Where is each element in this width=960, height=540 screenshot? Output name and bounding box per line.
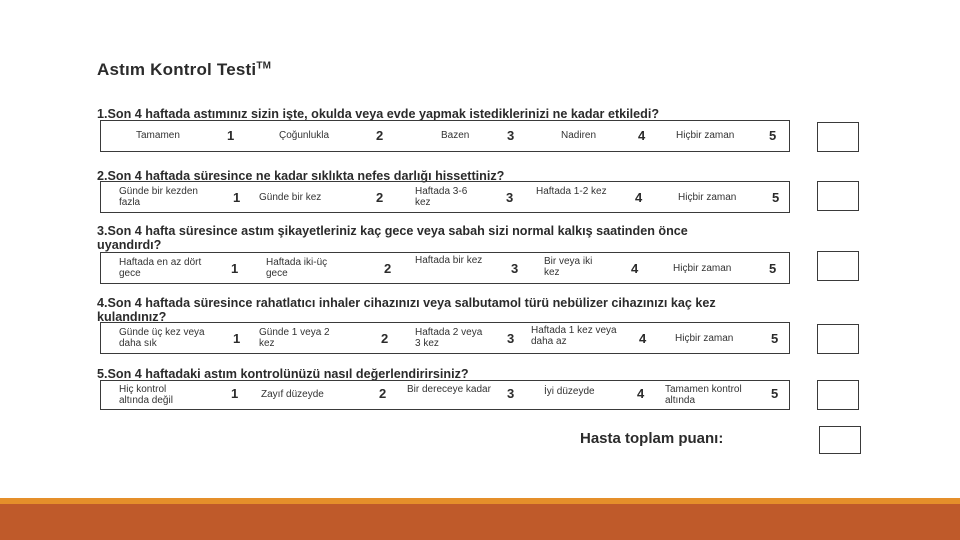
question-1-text: 1.Son 4 haftada astımınız sizin işte, okulda veya evde yapmak istediklerinizi ne kadar etkiledi? [97,107,660,121]
question-2-score-box[interactable] [817,181,859,211]
question-1-options [100,120,790,152]
footer-bar [0,504,960,540]
option-number[interactable]: 2 [381,331,389,346]
question-3-score-box[interactable] [817,251,859,281]
option-number[interactable]: 4 [637,386,645,401]
option-label: Haftada en az dört gece [119,257,202,279]
option-number[interactable]: 4 [639,331,647,346]
option-number[interactable]: 4 [631,261,639,276]
option-number[interactable]: 1 [227,128,235,143]
option-number[interactable]: 1 [233,190,241,205]
option-number[interactable]: 5 [771,331,779,346]
option-number[interactable]: 2 [379,386,387,401]
option-label: Hiç kontrol altında değil [119,384,173,406]
option-label: Günde üç kez veya daha sık [119,327,205,349]
option-label: Günde 1 veya 2 kez [259,327,330,349]
total-score-box[interactable] [819,426,861,454]
option-label: Haftada iki-üç gece [266,257,328,279]
option-number[interactable]: 2 [376,128,384,143]
option-label: Haftada bir kez [415,255,483,266]
option-number[interactable]: 5 [772,190,780,205]
form-title-text: Astım Kontrol Testi [97,60,257,79]
option-label: Hiçbir zaman [676,130,735,141]
option-label: Nadiren [561,130,597,141]
option-number[interactable]: 2 [384,261,392,276]
option-label: İyi düzeyde [544,386,595,397]
option-number[interactable]: 3 [507,331,515,346]
option-number[interactable]: 4 [638,128,646,143]
option-number[interactable]: 1 [231,386,239,401]
form-title [97,60,271,80]
option-number[interactable]: 4 [635,190,643,205]
option-number[interactable]: 3 [511,261,519,276]
option-label: Hiçbir zaman [678,192,737,203]
option-number[interactable]: 3 [507,128,515,143]
trademark-mark: TM [256,60,272,72]
option-label: Haftada 1-2 kez [536,186,607,197]
option-number[interactable]: 1 [233,331,241,346]
option-number[interactable]: 5 [769,261,777,276]
question-2-text: 2.Son 4 haftada süresince ne kadar sıklıkta nefes darlığı hissettiniz? [97,169,505,183]
option-label: Günde bir kez [259,192,322,203]
option-label: Çoğunlukla [279,130,330,141]
option-number[interactable]: 5 [769,128,777,143]
question-5-score-box[interactable] [817,380,859,410]
option-number[interactable]: 1 [231,261,239,276]
option-label: Bazen [441,130,470,141]
option-label: Bir veya iki kez [544,256,593,278]
option-number[interactable]: 3 [507,386,515,401]
option-number[interactable]: 5 [771,386,779,401]
question-3-text: 3.Son 4 hafta süresince astım şikayetleriniz kaç gece veya sabah sizi normal kalkış saatinden önce uyandırdı? [97,224,688,252]
option-label: Haftada 1 kez veya daha az [531,325,617,347]
option-label: Hiçbir zaman [675,333,734,344]
option-label: Zayıf düzeyde [261,389,324,400]
question-4-score-box[interactable] [817,324,859,354]
option-label: Günde bir kezden fazla [119,186,198,208]
option-label: Tamamen [136,130,180,141]
option-label: Haftada 2 veya 3 kez [415,327,483,349]
option-label: Hiçbir zaman [673,263,732,274]
option-number[interactable]: 2 [376,190,384,205]
question-3-options [100,252,790,284]
option-label: Tamamen kontrol altında [665,384,742,406]
question-5-options [100,380,790,410]
question-1-score-box[interactable] [817,122,859,152]
question-2-options [100,181,790,213]
question-4-options [100,322,790,354]
option-label: Haftada 3-6 kez [415,186,468,208]
total-score-label: Hasta toplam puanı: [580,430,724,447]
option-label: Bir dereceye kadar [407,384,491,395]
question-4-text: 4.Son 4 haftada süresince rahatlatıcı inhaler cihazınızı veya salbutamol türü nebülizer cihazınızı kaç kez kulandınız? [97,296,716,324]
question-5-text: 5.Son 4 haftadaki astım kontrolünüzü nasıl değerlendirirsiniz? [97,367,469,381]
option-number[interactable]: 3 [506,190,514,205]
